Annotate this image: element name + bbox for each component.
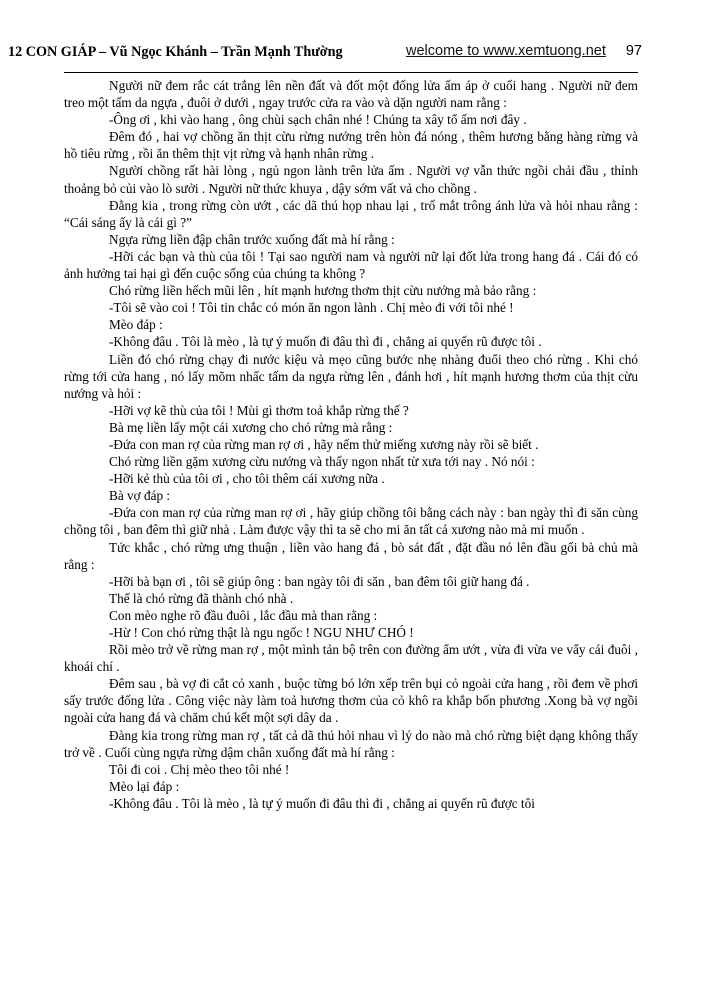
paragraph: -Hỡi các bạn và thù của tôi ! Tại sao người nam và người nữ lại đốt lửa trong hang đá . Cái đó có ảnh hưởng tai hại gì đến cuộc sống của chúng ta không ? [64, 248, 638, 282]
paragraph: Liền đó chó rừng chạy đi nước kiệu và mẹo cũng bước nhẹ nhàng đuổi theo chó rừng . Khi chó rừng tới cửa hang , nó lấy mõm nhấc tấm da ngựa rừng lên , đánh hơi , hít mạnh hương thơm của thịt cừu nướng và hỏi : [64, 351, 638, 401]
paragraph: -Không đâu . Tôi là mèo , là tự ý muốn đi đâu thì đi , chẳng ai quyến rũ được tôi [109, 795, 535, 811]
paragraph: -Đứa con man rợ của rừng man rợ ơi , hãy nếm thử miếng xương này rồi sẽ biết . [109, 436, 539, 452]
paragraph: Tức khắc , chó rừng ưng thuận , liền vào hang đá , bò sát đất , đặt đầu nó lên đầu gối bà chủ mà rằng : [64, 539, 638, 572]
page-number: 97 [625, 43, 642, 59]
paragraph: -Không đâu . Tôi là mèo , là tự ý muốn đi đâu thì đi , chẳng ai quyến rũ được tôi . [109, 334, 542, 350]
paragraph: -Ông ơi , khi vào hang , ông chùi sạch chân nhé ! Chúng ta xây tổ ấm nơi đây . [109, 112, 527, 128]
paragraph: Con mèo nghe rõ đầu đuôi , lắc đầu mà than rằng : [109, 607, 378, 623]
paragraph: -Hỡi kẻ thù của tôi ơi , cho tôi thêm cái xương nữa . [109, 471, 385, 487]
paragraph: Chó rừng liền hếch mũi lên , hít mạnh hương thơm thịt cừu nướng mà bảo rằng : [109, 283, 537, 299]
website-link[interactable]: welcome to www.xemtuong.net [406, 43, 606, 59]
book-title: 12 CON GIÁP – Vũ Ngọc Khánh – Trần Mạnh Thường [8, 44, 343, 60]
paragraph: Tôi đi coi . Chị mèo theo tôi nhé ! [109, 761, 290, 777]
paragraph: Thế là chó rừng đã thành chó nhà . [109, 590, 294, 606]
paragraph: Đêm đó , hai vợ chồng ăn thịt cừu rừng nướng trên hòn đá nóng , thêm hương bằng hàng rừng và hồ tiêu rừng , rồi ăn thêm thịt vịt rừng và hạnh nhân rừng . [64, 129, 638, 162]
paragraph: Đêm sau , bà vợ đi cắt cỏ xanh , buộc từng bó lớn xếp trên bụi cỏ ngoài cửa hang , rồi đem về phơi sấy trước đống lửa . Công việc này làm toả hương thơm của cỏ khô ra khắp bốn phương .Xong bà vợ ngồi ngoài cửa hang đá và chăm chú kết một sợi dây da . [64, 676, 638, 726]
paragraph: -Hỡi bà bạn ơi , tôi sẽ giúp ông : ban ngày tôi đi săn , ban đêm tôi giữ hang đá . [109, 573, 530, 589]
page-header [8, 44, 642, 64]
paragraph: Ngựa rừng liền đập chân trước xuống đất mà hí rằng : [109, 231, 395, 247]
paragraph: Mèo lại đáp : [109, 778, 180, 794]
paragraph: -Tôi sẽ vào coi ! Tôi tin chắc có món ăn ngon lành . Chị mèo đi với tôi nhé ! [109, 300, 514, 316]
paragraph: -Hỡi vợ kẽ thù của tôi ! Mùi gì thơm toả khắp rừng thế ? [109, 402, 409, 418]
paragraph: Người nữ đem rắc cát trắng lên nền đất và đốt một đống lửa ấm áp ở cuối hang . Người nữ đem treo một tấm da ngựa , đuôi ở dưới , ngay trước cửa ra vào và dặn người nam rằng : [64, 78, 638, 111]
paragraph: Bà mẹ liền lấy một cái xương cho chó rừng mà rằng : [109, 419, 393, 435]
paragraph: Đằng kia , trong rừng còn ướt , các dã thú họp nhau lại , trố mắt trông ánh lửa và hỏi nhau rằng : “Cái sáng ấy là cái gì ?” [64, 197, 638, 230]
paragraph: Bà vợ đáp : [109, 488, 171, 504]
paragraph: Mèo đáp : [109, 317, 163, 333]
paragraph: -Hừ ! Con chó rừng thật là ngu ngốc ! NGU NHƯ CHÓ ! [109, 625, 414, 640]
header-divider [64, 72, 638, 73]
paragraph: Rồi mèo trở về rừng man rợ , một mình tản bộ trên con đường ẩm ướt , vừa đi vừa ve vẩy cái đuôi , khoái chí . [64, 642, 638, 675]
paragraph: Đàng kia trong rừng man rợ , tất cả dã thú hỏi nhau vì lý do nào mà chó rừng biệt dạng không thấy trở về . Cuối cùng ngựa rừng dậm chân xuống đất mà hí rằng : [64, 727, 638, 760]
body-text [64, 77, 638, 812]
paragraph: Người chồng rất hài lòng , ngủ ngon lành trên lửa ấm . Người vợ vẫn thức ngồi chải đầu , thỉnh thoảng bỏ củi vào lò sưởi . Người nữ thức khuya , dậy sớm vất vả cho chồng . [64, 163, 638, 196]
paragraph: Chó rừng liền gặm xương cừu nướng và thấy ngon nhất từ xưa tới nay . Nó nói : [109, 454, 535, 470]
paragraph: -Đứa con man rợ của rừng man rợ ơi , hãy giúp chồng tôi bằng cách này : ban ngày thì đi săn cùng chồng tôi , ban đêm thì giữ nhà . Làm được vậy thì ta sẽ cho mi ăn tất cả xương nào mà mi muốn . [64, 505, 638, 538]
